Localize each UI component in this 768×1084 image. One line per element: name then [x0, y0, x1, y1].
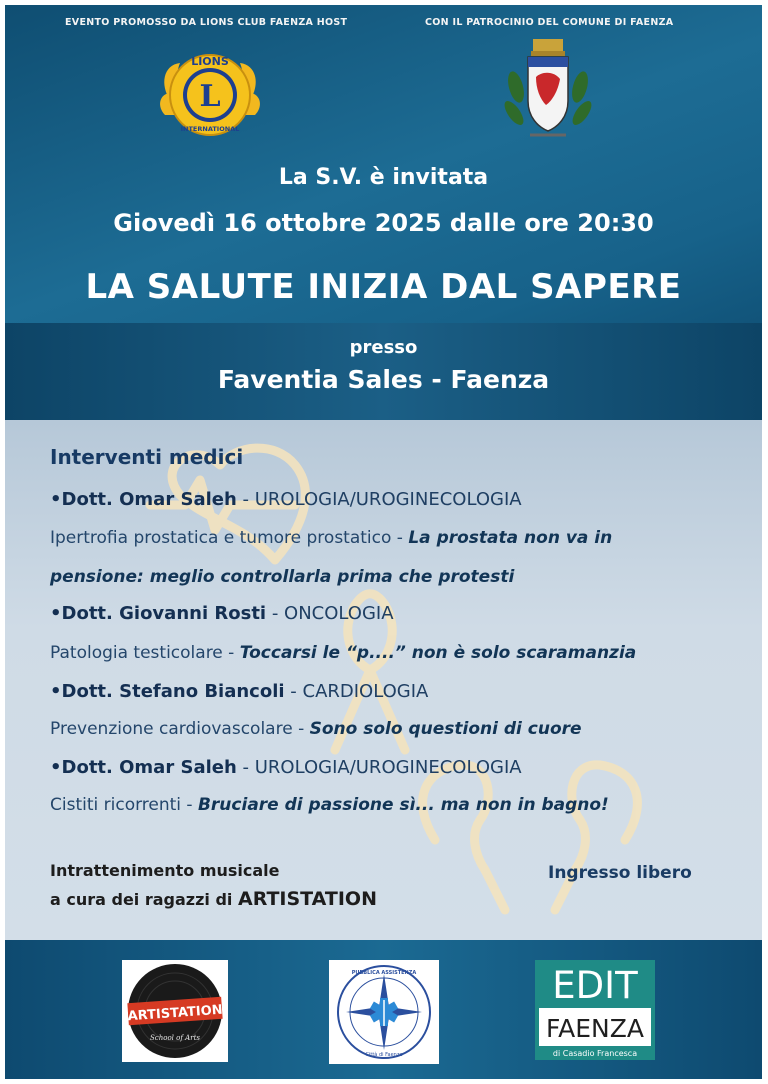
doctor-name: •Dott. Omar Saleh [50, 489, 237, 510]
doctor-specialty: - CARDIOLOGIA [284, 681, 429, 702]
edit-line1: EDIT [552, 964, 638, 1007]
free-entry-label: Ingresso libero [548, 863, 692, 883]
event-poster [5, 5, 762, 1079]
topic-tagline: Bruciare di passione sì... ma non in bagno! [197, 795, 609, 815]
artistation-sub: School of Arts [150, 1034, 200, 1042]
doctor-specialty: - UROLOGIA/UROGINECOLOGIA [236, 489, 522, 510]
lions-top-text: LIONS [191, 55, 229, 68]
pubblica-assistenza-logo-icon [329, 960, 439, 1064]
edit-line2: FAENZA [546, 1014, 644, 1043]
talk-doctor [50, 489, 522, 510]
assistenza-ring-text: PUBBLICA ASSISTENZA [351, 970, 417, 976]
topic-text: Patologia testicolare - [50, 643, 240, 663]
entertainment-group: ARTISTATION [237, 888, 377, 910]
entertainment-note [50, 857, 377, 914]
promoter-text: EVENTO PROMOSSO DA LIONS CLUB FAENZA HOST [65, 17, 348, 28]
event-date: Giovedì 16 ottobre 2025 dalle ore 20:30 [113, 209, 654, 237]
lions-letter: L [199, 79, 221, 114]
topic-tagline: Toccarsi le “p....” non è solo scaramanzia [239, 643, 637, 663]
talk-topic [50, 528, 612, 548]
kidney-right-icon [572, 765, 638, 870]
artistation-label: ARTISTATION [127, 1002, 224, 1025]
event-venue: Faventia Sales - Faenza [217, 365, 550, 394]
lions-bottom-text: INTERNATIONAL [180, 125, 240, 133]
entertainment-line: Intrattenimento musicale [50, 861, 280, 880]
topic-text: Cistiti ricorrenti - [50, 795, 198, 815]
talk-topic [50, 795, 609, 815]
doctor-name: •Dott. Omar Saleh [50, 757, 237, 778]
doctor-specialty: - UROLOGIA/UROGINECOLOGIA [236, 757, 522, 778]
entertainment-prefix: a cura dei ragazzi di [50, 890, 238, 909]
talk-topic [50, 643, 636, 663]
faenza-coat-of-arms-icon [500, 35, 596, 147]
edit-line3: di Casadio Francesca [552, 1049, 638, 1058]
topic-tagline: Sono solo questioni di cuore [309, 719, 582, 739]
talk-topic-continued [50, 567, 514, 587]
section-title: Interventi medici [50, 445, 244, 469]
topic-text: Prevenzione cardiovascolare - [50, 719, 310, 739]
assistenza-city-text: Città di Faenza [365, 1052, 403, 1058]
doctor-name: •Dott. Stefano Biancoli [50, 681, 285, 702]
entertainment-credit [50, 885, 377, 914]
talk-doctor [50, 757, 522, 778]
talk-doctor [50, 603, 394, 624]
topic-tagline: La prostata non va in [408, 528, 613, 548]
event-title: LA SALUTE INIZIA DAL SAPERE [85, 267, 682, 307]
patronage-text: CON IL PATROCINIO DEL COMUNE DI FAENZA [425, 17, 674, 28]
edit-faenza-logo-icon [535, 960, 655, 1060]
artistation-vinyl-logo-icon [122, 960, 228, 1062]
talk-topic [50, 719, 582, 739]
lions-international-logo-icon [155, 45, 265, 145]
kidney-left-icon [423, 765, 489, 870]
talk-doctor [50, 681, 428, 702]
topic-text: Ipertrofia prostatica e tumore prostatico - [50, 528, 409, 548]
topic-tagline-continued: pensione: meglio controllarla prima che protesti [50, 567, 515, 587]
doctor-name: •Dott. Giovanni Rosti [50, 603, 267, 624]
invitation-line: La S.V. è invitata [278, 165, 489, 190]
presso-label: presso [349, 337, 418, 358]
doctor-specialty: - ONCOLOGIA [266, 603, 394, 624]
